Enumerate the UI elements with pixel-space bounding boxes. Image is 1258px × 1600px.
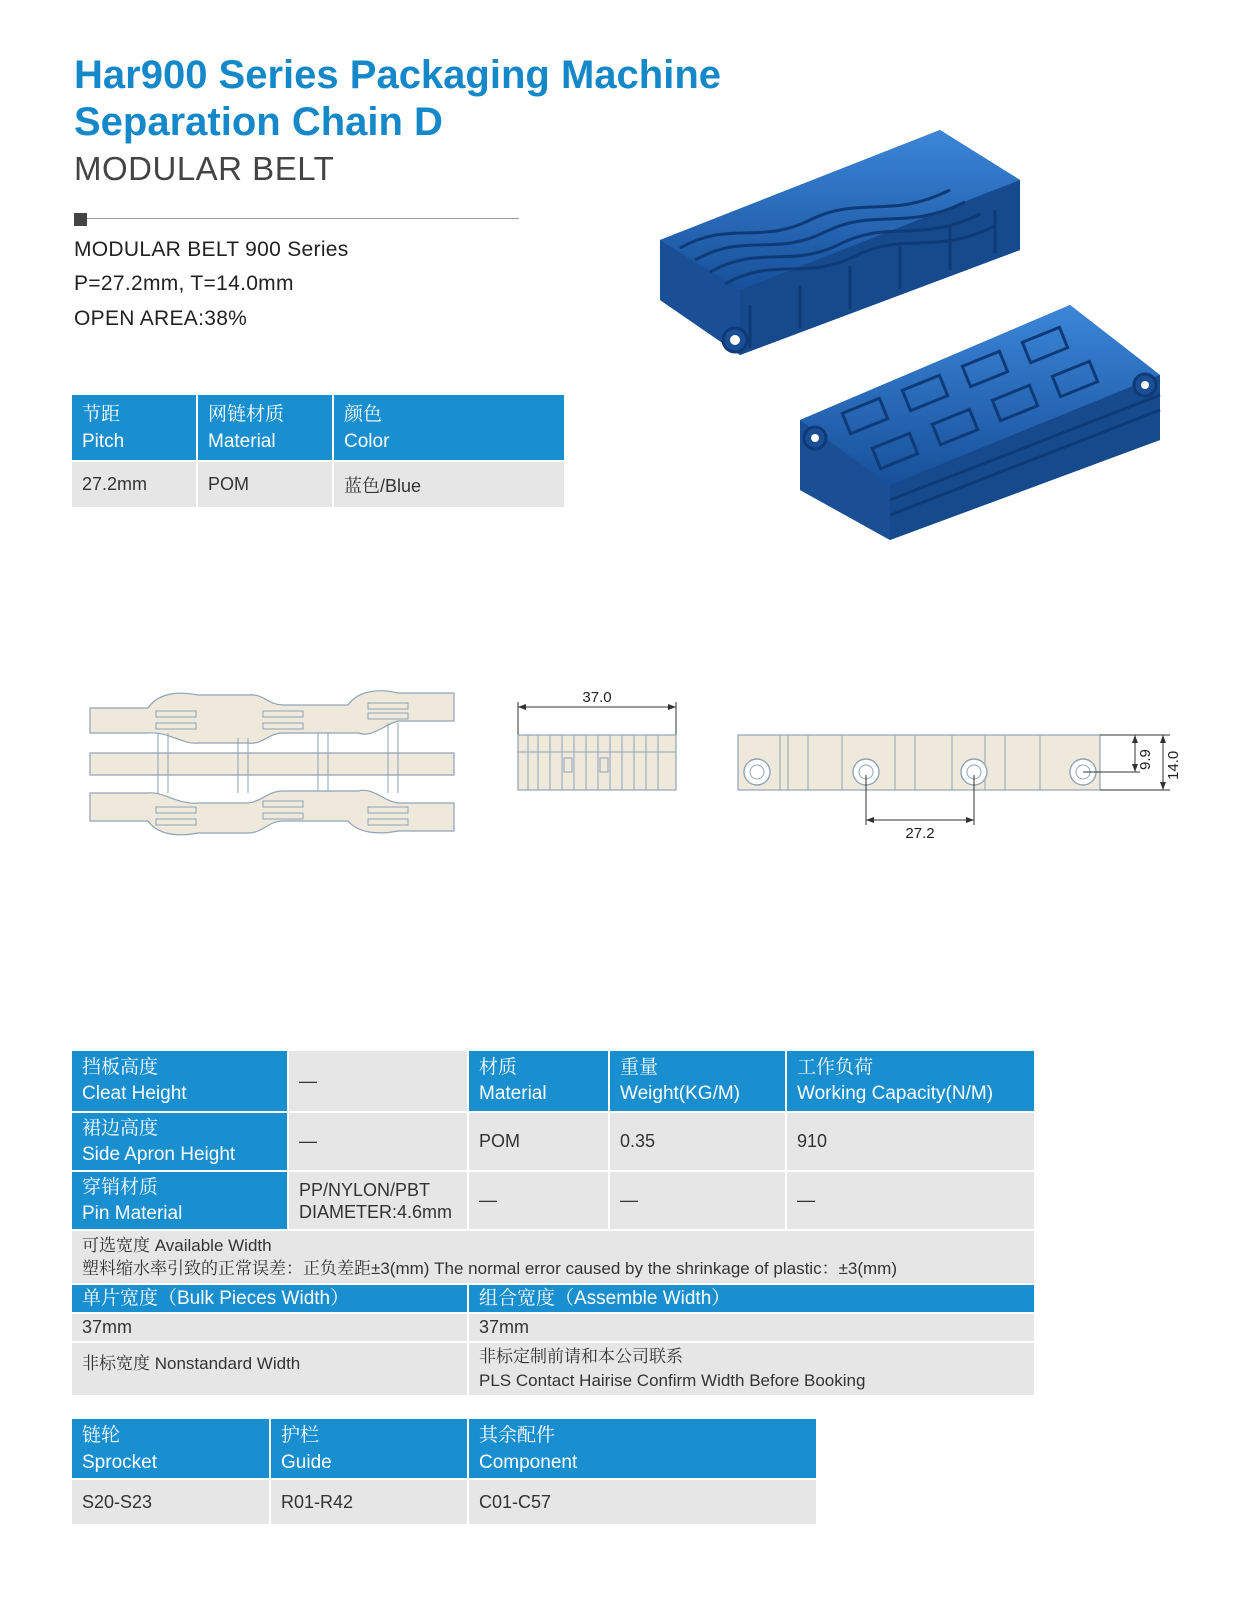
divider-marker bbox=[74, 213, 87, 226]
bulk-width-value: 37mm bbox=[72, 1313, 468, 1342]
page-subtitle: MODULAR BELT bbox=[74, 150, 335, 187]
side-apron-value: — bbox=[288, 1112, 468, 1171]
properties-table bbox=[72, 1051, 1034, 1397]
material-value: POM bbox=[197, 461, 333, 508]
component-value: C01-C57 bbox=[468, 1479, 816, 1525]
pin-material-label: 穿销材质 Pin Material bbox=[72, 1171, 288, 1230]
weight-header: 重量 Weight(KG/M) bbox=[609, 1051, 786, 1112]
dimension-pitch: 27.2 bbox=[905, 825, 935, 842]
title-line-1: Har900 Series Packaging Machine bbox=[74, 53, 721, 97]
nonstandard-width-note: 非标定制前请和本公司联系 PLS Contact Hairise Confirm Width Before Booking bbox=[468, 1342, 1034, 1396]
capacity-value: 910 bbox=[786, 1112, 1034, 1171]
pin-material-value: PP/NYLON/PBT DIAMETER:4.6mm bbox=[288, 1171, 468, 1230]
weight-value-2: — bbox=[609, 1171, 786, 1230]
cleat-height-value: — bbox=[288, 1051, 468, 1112]
pitch-value: 27.2mm bbox=[72, 461, 197, 508]
available-width-note: 可选宽度 Available Width 塑料缩水率引致的正常误差：正负差距±3(mm) The normal error caused by the shrinkage of plastic：±3(mm) bbox=[72, 1230, 1034, 1284]
assemble-width-header: 组合宽度（Assemble Width） bbox=[468, 1284, 1034, 1313]
cleat-height-label: 挡板高度 Cleat Height bbox=[72, 1051, 288, 1112]
title-line-2: Separation Chain D bbox=[74, 100, 443, 144]
material-value-2: — bbox=[468, 1171, 609, 1230]
header-guide: 护栏 Guide bbox=[270, 1419, 468, 1479]
dimension-width: 37.0 bbox=[582, 689, 612, 706]
accessory-table bbox=[72, 1419, 816, 1526]
header-material: 网链材质 Material bbox=[197, 395, 333, 461]
side-apron-label: 裙边高度 Side Apron Height bbox=[72, 1112, 288, 1171]
page-title bbox=[74, 52, 721, 146]
divider-line bbox=[87, 218, 519, 219]
material-value: POM bbox=[468, 1112, 609, 1171]
drawing-profile-view bbox=[730, 720, 1190, 850]
basic-spec-table bbox=[72, 395, 564, 509]
spec-series: MODULAR BELT 900 Series bbox=[74, 238, 349, 261]
drawing-top-view bbox=[88, 683, 460, 848]
capacity-value-2: — bbox=[786, 1171, 1034, 1230]
belt-product-images bbox=[650, 120, 1210, 560]
weight-value: 0.35 bbox=[609, 1112, 786, 1171]
assemble-width-value: 37mm bbox=[468, 1313, 1034, 1342]
color-value: 蓝色/Blue bbox=[333, 461, 564, 508]
header-sprocket: 链轮 Sprocket bbox=[72, 1419, 270, 1479]
belt-image-bottom bbox=[800, 305, 1160, 540]
belt-image-top bbox=[660, 130, 1020, 355]
dimension-height: 9.9 bbox=[1137, 749, 1154, 770]
header-pitch: 节距 Pitch bbox=[72, 395, 197, 461]
spec-pitch-thickness: P=27.2mm, T=14.0mm bbox=[74, 272, 294, 295]
nonstandard-width-label: 非标宽度 Nonstandard Width bbox=[72, 1342, 468, 1396]
drawing-width-view bbox=[510, 680, 685, 800]
header-component: 其余配件 Component bbox=[468, 1419, 816, 1479]
guide-value: R01-R42 bbox=[270, 1479, 468, 1525]
sprocket-value: S20-S23 bbox=[72, 1479, 270, 1525]
capacity-header: 工作负荷 Working Capacity(N/M) bbox=[786, 1051, 1034, 1112]
dimension-thickness: 14.0 bbox=[1165, 750, 1182, 780]
spec-open-area: OPEN AREA:38% bbox=[74, 307, 248, 330]
bulk-width-header: 单片宽度（Bulk Pieces Width） bbox=[72, 1284, 468, 1313]
material-header: 材质 Material bbox=[468, 1051, 609, 1112]
header-color: 颜色 Color bbox=[333, 395, 564, 461]
